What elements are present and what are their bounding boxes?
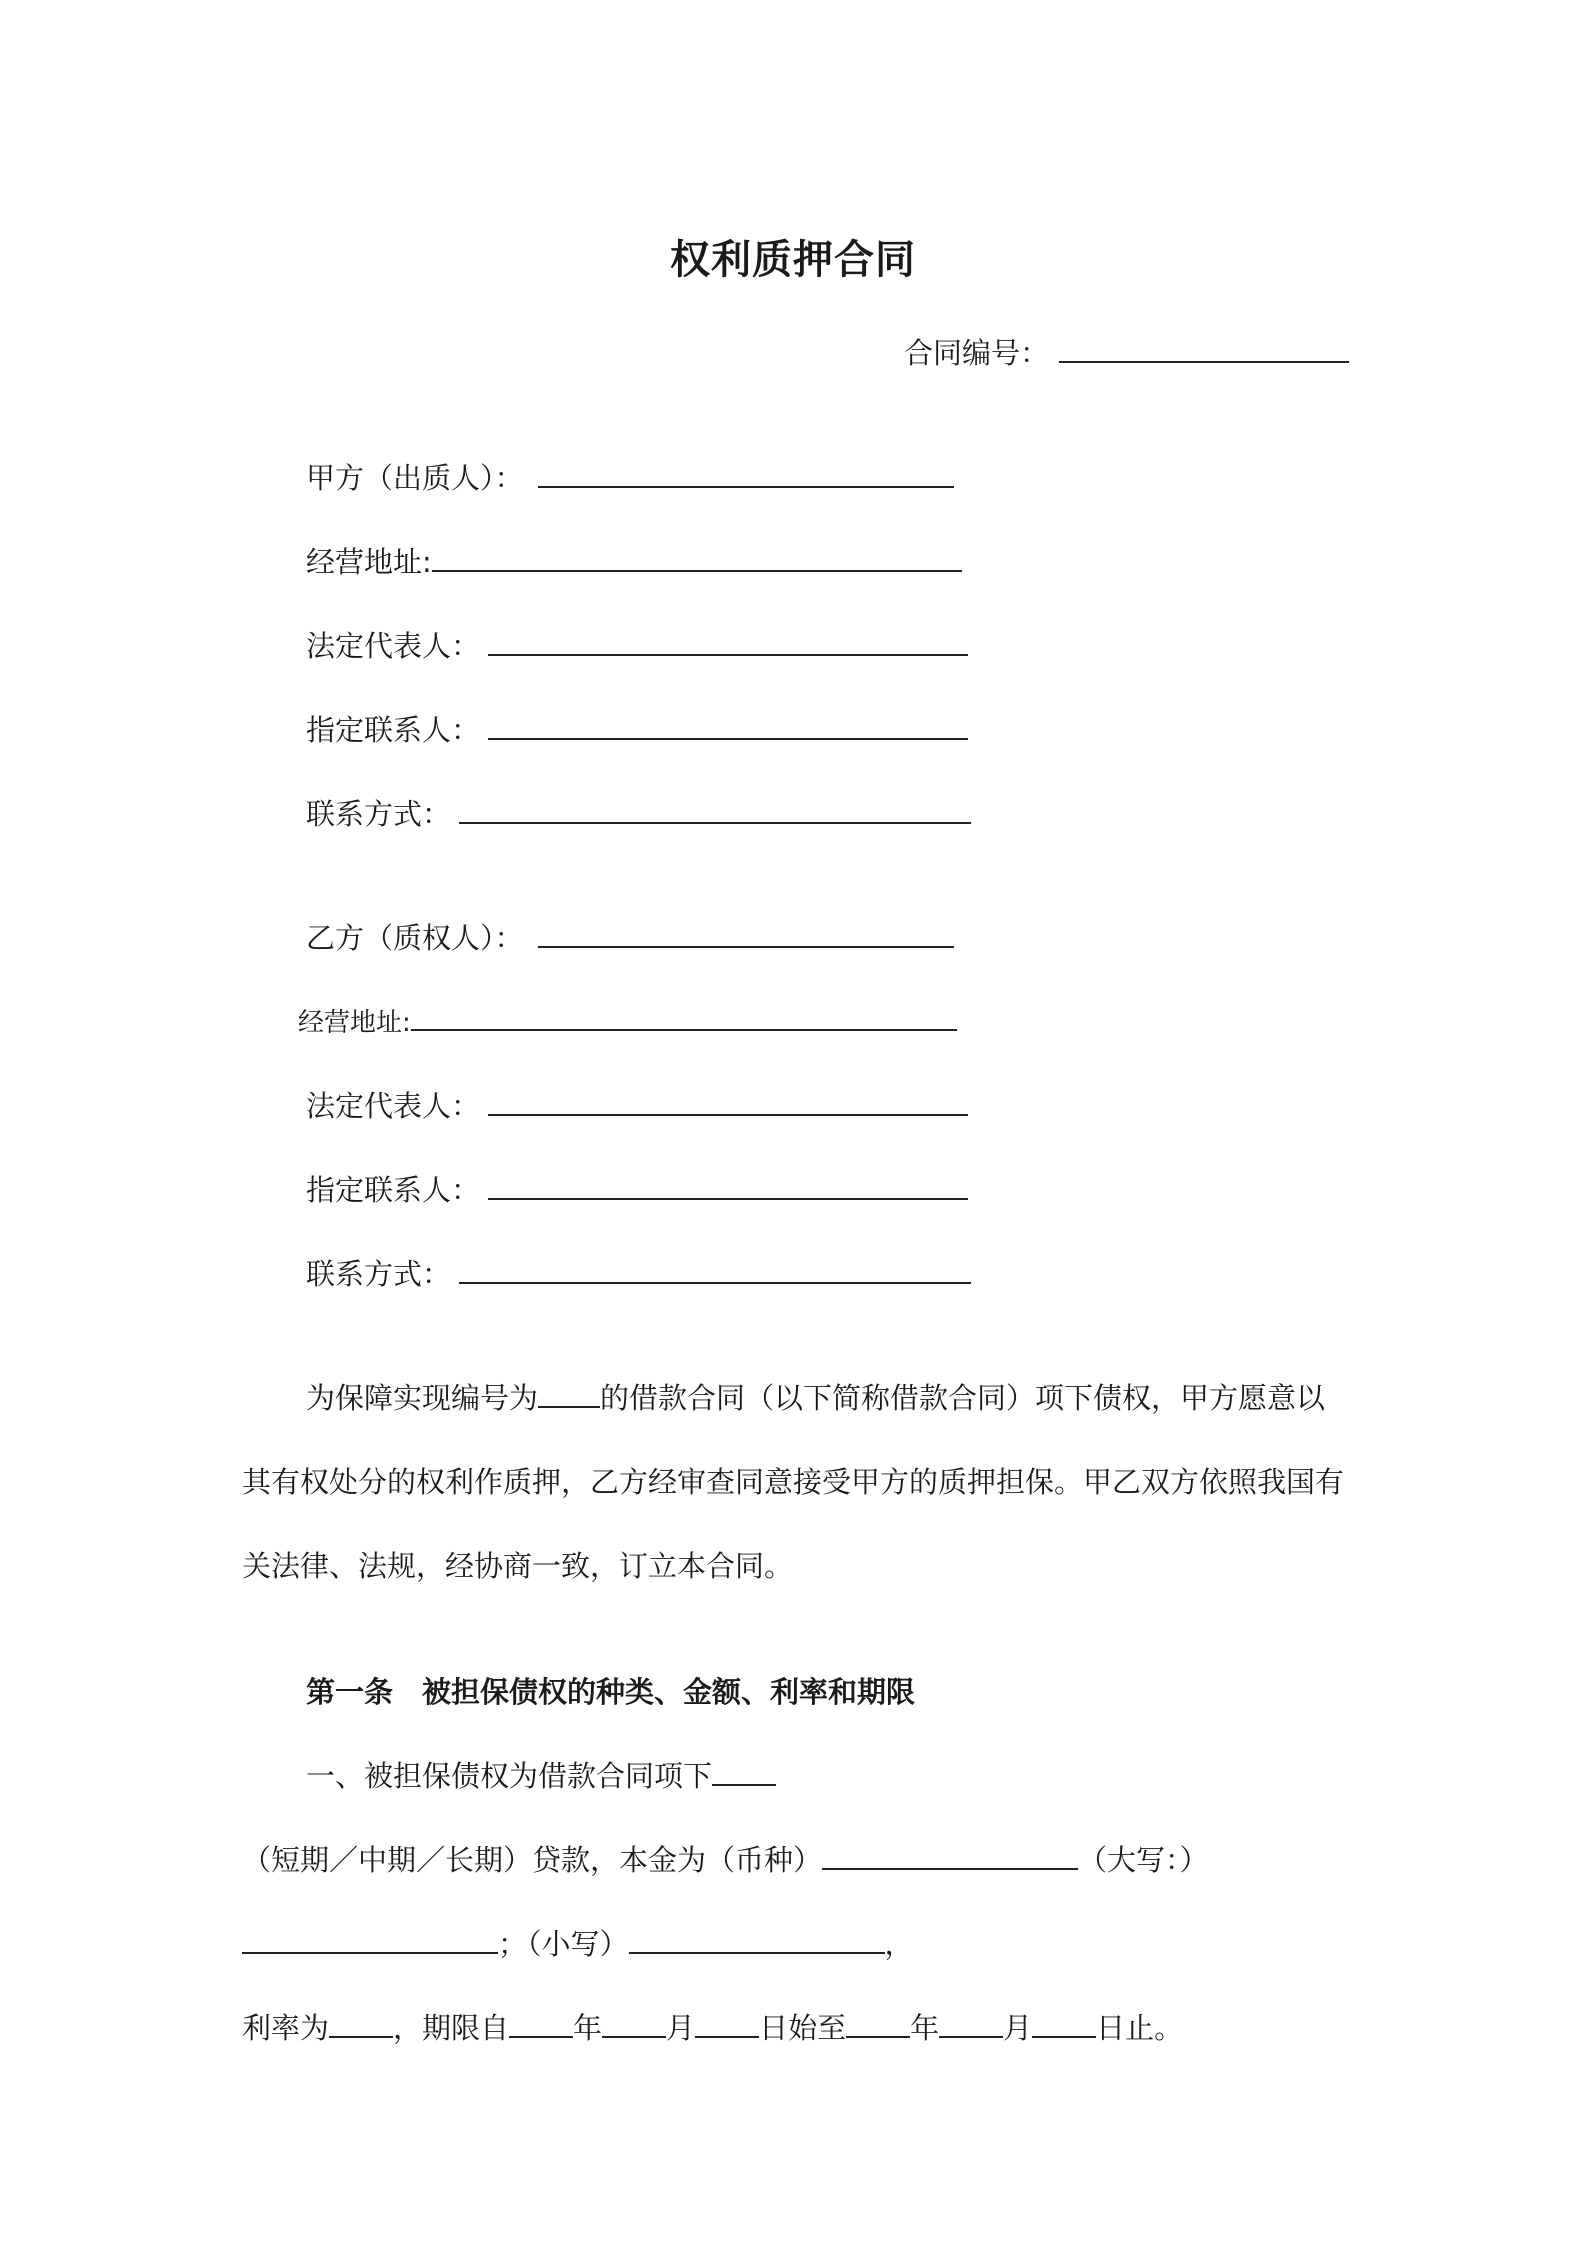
party-a-contact-person-field[interactable]: [488, 738, 968, 740]
party-b-contact-person-label: 指定联系人：: [306, 1173, 481, 1207]
currency-field[interactable]: [822, 1868, 1078, 1870]
end-year-label: 年: [910, 2011, 940, 2045]
amount-in-words-field[interactable]: [242, 1952, 498, 1954]
party-b-address-field[interactable]: [411, 1029, 957, 1031]
clause-text-6: 利率为: [242, 2011, 330, 2045]
party-a-contact-method-label: 联系方式：: [306, 797, 452, 831]
start-month-label: 月: [666, 2011, 696, 2045]
party-a-legal-rep-label: 法定代表人：: [306, 629, 481, 663]
clause-text-7: ，期限自: [393, 2011, 510, 2045]
party-a-contact-person-row: [306, 710, 968, 750]
clause-text-8: 日始至: [759, 2011, 847, 2045]
party-b-contact-person-row: [306, 1170, 968, 1210]
contract-number-label: 合同编号：: [904, 336, 1050, 370]
party-b-legal-rep-field[interactable]: [488, 1114, 968, 1116]
party-b-heading: 乙方（质权人）：: [306, 921, 524, 955]
end-day-field[interactable]: [1032, 2036, 1096, 2038]
party-b-contact-method-row: [306, 1254, 971, 1294]
party-b-contact-method-field[interactable]: [459, 1282, 971, 1284]
party-a-heading-row: [306, 458, 954, 498]
party-a-contact-method-field[interactable]: [459, 822, 971, 824]
loan-term-type-field[interactable]: [712, 1784, 776, 1786]
clause-text-1: 一、被担保债权为借款合同项下: [306, 1759, 713, 1793]
end-month-label: 月: [1003, 2011, 1033, 2045]
interest-rate-field[interactable]: [329, 2036, 393, 2038]
party-b-address-label: 经营地址:: [298, 1008, 411, 1038]
contract-number-field[interactable]: [1059, 361, 1349, 363]
party-b-heading-row: [306, 918, 954, 958]
party-a-legal-rep-field[interactable]: [488, 654, 968, 656]
article-1-heading: 第一条 被担保债权的种类、金额、利率和期限: [306, 1675, 916, 1709]
end-year-field[interactable]: [846, 2036, 910, 2038]
party-a-legal-rep-row: [306, 626, 968, 666]
start-year-label: 年: [573, 2011, 603, 2045]
clause-text-4: ；（小写）: [498, 1927, 629, 1961]
party-b-contact-person-field[interactable]: [488, 1198, 968, 1200]
party-b-name-field[interactable]: [538, 946, 954, 948]
contract-number-row: [904, 333, 1349, 373]
party-a-heading: 甲方（出质人）：: [306, 461, 524, 495]
party-b-address-row: [298, 1003, 957, 1043]
party-a-address-label: 经营地址:: [306, 545, 432, 579]
clause-text-9: 日止。: [1096, 2011, 1184, 2045]
party-a-address-field[interactable]: [432, 570, 962, 572]
party-b-legal-rep-row: [306, 1086, 968, 1126]
clause-text-3: （大写：）: [1078, 1843, 1209, 1877]
preamble-paragraph: [242, 1356, 1352, 1608]
party-a-contact-method-row: [306, 794, 971, 834]
document-title: 权利质押合同: [670, 237, 916, 283]
start-day-field[interactable]: [695, 2036, 759, 2038]
start-year-field[interactable]: [509, 2036, 573, 2038]
clause-text-5: ，: [884, 1927, 914, 1961]
start-month-field[interactable]: [602, 2036, 666, 2038]
party-b-contact-method-label: 联系方式：: [306, 1257, 452, 1291]
loan-contract-number-field[interactable]: [538, 1406, 600, 1408]
amount-in-figures-field[interactable]: [629, 1952, 885, 1954]
party-a-contact-person-label: 指定联系人：: [306, 713, 481, 747]
party-b-legal-rep-label: 法定代表人：: [306, 1089, 481, 1123]
article-1-clause-1: [242, 1734, 1352, 2070]
party-a-address-row: [306, 542, 962, 582]
preamble-text-1: 为保障实现编号为: [306, 1381, 539, 1415]
party-a-name-field[interactable]: [538, 486, 954, 488]
preamble-text-2: 的借款合同（以下简称借款合同）项下债权，甲方愿意以其有权处分的权利作质押，乙方经审查同意接受甲方的质押担保。甲乙双方依照我国有关法律、法规，经协商一致，订立本合同。: [242, 1381, 1345, 1583]
end-month-field[interactable]: [939, 2036, 1003, 2038]
clause-text-2: （短期／中期／长期）贷款，本金为（币种）: [242, 1843, 823, 1877]
